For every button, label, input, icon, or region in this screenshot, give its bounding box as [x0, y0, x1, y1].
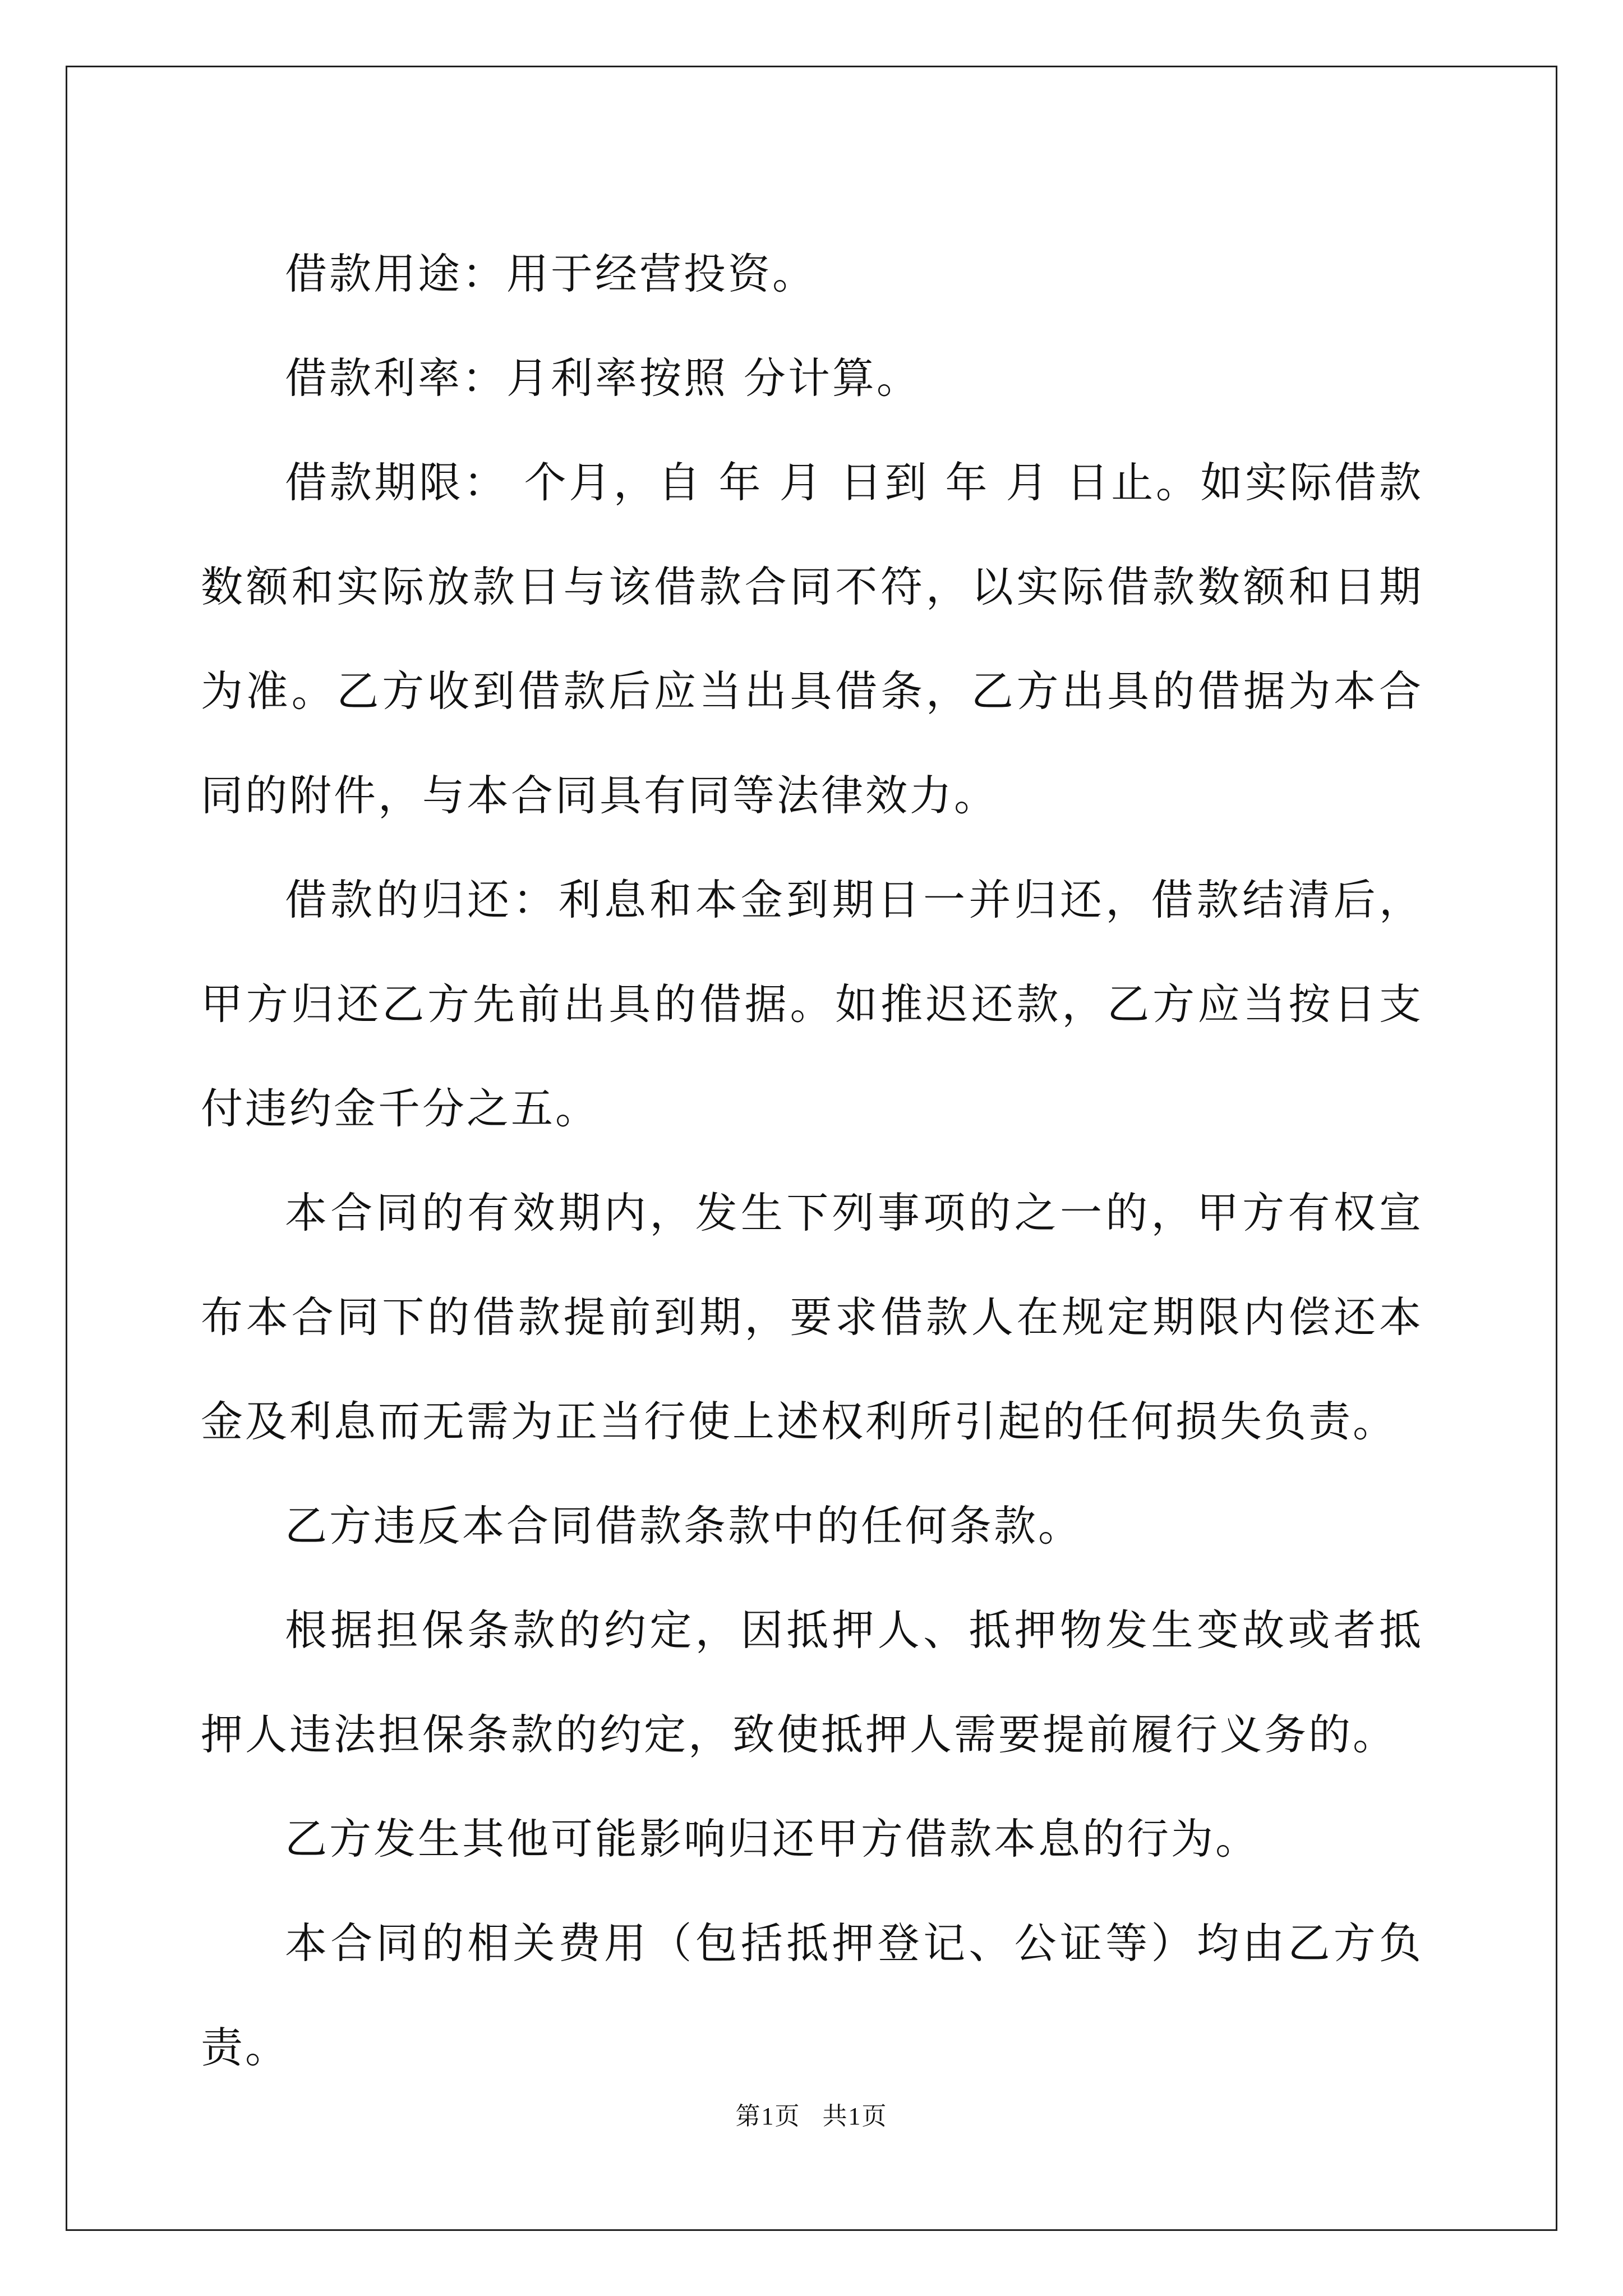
page-footer: 第1页 共1页 [735, 2102, 888, 2130]
paragraph-other-behavior: 乙方发生其他可能影响归还甲方借款本息的行为。 [285, 1814, 1260, 1864]
paragraph-related-fees: 本合同的相关费用（包括抵押登记、公证等）均由乙方负责。 [201, 1918, 1423, 2072]
paragraph-early-maturity: 本合同的有效期内，发生下列事项的之一的，甲方有权宣布本合同下的借款提前到期，要求借款人在规定期限内偿还本金及利息而无需为正当行使上述权利所引起的任何损失负责。 [201, 1188, 1423, 1446]
paragraph-loan-purpose: 借款用途：用于经营投资。 [285, 249, 817, 298]
document-body [201, 222, 1423, 2100]
paragraph-guarantee-clause: 根据担保条款的约定，因抵押人、抵押物发生变故或者抵押人违法担保条款的约定，致使抵押人需要提前履行义务的。 [201, 1605, 1423, 1759]
paragraph-loan-repayment: 借款的归还：利息和本金到期日一并归还，借款结清后，甲方归还乙方先前出具的借据。如推迟还款，乙方应当按日支付违约金千分之五。 [201, 875, 1423, 1133]
paragraph-breach-of-terms: 乙方违反本合同借款条款中的任何条款。 [285, 1501, 1083, 1550]
paragraph-loan-interest-rate: 借款利率：月利率按照 分计算。 [285, 353, 921, 403]
paragraph-loan-term: 借款期限： 个月，自 年 月 日到 年 月 日止。如实际借款数额和实际放款日与该借款合同不符，以实际借款数额和日期为准。乙方收到借款后应当出具借条，乙方出具的借据为本合同的附件，与本合同具有同等法律效力。 [201, 458, 1423, 820]
